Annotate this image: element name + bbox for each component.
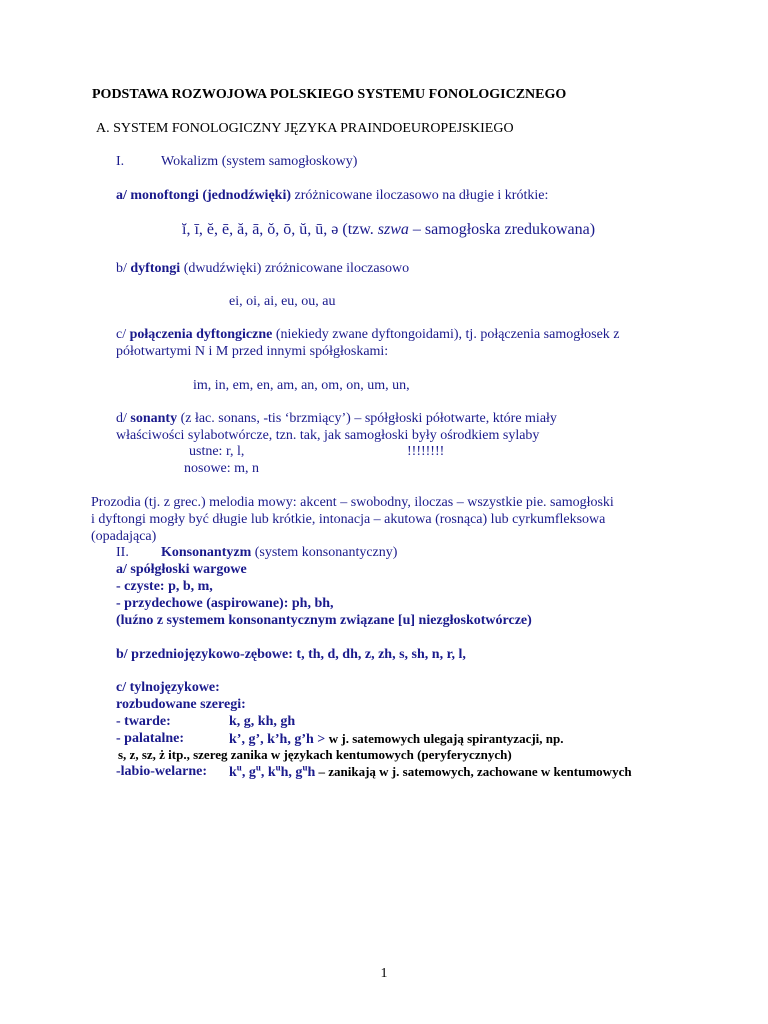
sonanty-desc: (z łac. sonans, -tis ‘brzmiący’) – spółgłoski półotwarte, które miały: [177, 411, 557, 426]
polaczenia-term: połączenia dyftongiczne: [129, 327, 273, 342]
sonanty-term: sonanty: [130, 411, 178, 426]
sonanty-desc-line2: właściwości sylabotwórcze, tzn. tak, jak samogłoski były ośrodkiem sylaby: [116, 428, 540, 443]
polaczenia-list: im, in, em, en, am, an, om, on, um, un,: [193, 378, 410, 393]
monoftongi-line: [116, 187, 548, 204]
dyftongi-prefix: b/: [116, 261, 131, 276]
palatalne-line: [116, 730, 564, 747]
vowel-list: ĭ, ī, ĕ, ē, ă, ā, ŏ, ō, ŭ, ū, ə (tzw.: [182, 221, 378, 238]
wargowe-przydechowe: - przydechowe (aspirowane): ph, bh,: [116, 596, 334, 611]
prozodia-line-3: (opadająca): [91, 529, 157, 544]
wokalizm-heading: [116, 153, 358, 170]
wargowe-heading: a/ spółgłoski wargowe: [116, 562, 247, 577]
prozodia-line-1: Prozodia (tj. z grec.) melodia mowy: akcent – swobodny, iloczas – wszystkie pie. samogłoski: [91, 495, 614, 510]
labio-welarne-label: -labio-welarne:: [116, 764, 207, 779]
dyftongi-list: ei, oi, ai, eu, ou, au: [229, 294, 336, 309]
section-a-heading: A. SYSTEM FONOLOGICZNY JĘZYKA PRAINDOEUROPEJSKIEGO: [96, 121, 514, 136]
monoftongi-vowel-list: [182, 221, 595, 238]
palatalne-rest: w j. satemowych ulegają spirantyzacji, np.: [328, 731, 564, 746]
sonanty-line: [116, 410, 557, 427]
page-number: 1: [380, 966, 388, 981]
sonanty-nosowe: nosowe: m, n: [184, 461, 260, 476]
twarde-label: - twarde:: [116, 714, 171, 729]
konsonantyzm-term: Konsonantyzm: [161, 545, 252, 560]
dyftongi-term: dyftongi: [130, 261, 181, 276]
wargowe-note: (luźno z systemem konsonantycznym związane [u] niezgłoskotwórcze): [116, 613, 532, 628]
tylnojezykowe-sub: rozbudowane szeregi:: [116, 697, 246, 712]
monoftongi-term: a/ monoftongi (jednodźwięki): [116, 188, 291, 203]
wargowe-czyste: - czyste: p, b, m,: [116, 579, 213, 594]
polaczenia-prefix: c/: [116, 327, 130, 342]
twarde-values: k, g, kh, gh: [229, 714, 296, 729]
sonanty-exclamation: !!!!!!!!: [407, 444, 445, 459]
palatalne-line-2: s, z, sz, ż itp., szereg zanika w językach kentumowych (peryferycznych): [118, 747, 512, 762]
konsonantyzm-number: II.: [116, 545, 129, 560]
prozodia-line-2: i dyftongi mogły być długie lub krótkie, intonacja – akutowa (rosnąca) lub cyrkumfleksowa: [91, 512, 606, 527]
tylnojezykowe-heading: c/ tylnojęzykowe:: [116, 680, 220, 695]
monoftongi-desc: zróżnicowane iloczasowo na długie i krótkie:: [291, 188, 549, 203]
konsonantyzm-label: [161, 544, 397, 561]
twarde-line: [116, 713, 296, 730]
sonanty-ustne: ustne: r, l,: [189, 444, 245, 459]
wokalizm-label: Wokalizm (system samogłoskowy): [161, 154, 358, 169]
konsonantyzm-heading: [116, 544, 398, 561]
polaczenia-line: [116, 326, 620, 343]
polaczenia-desc: (niekiedy zwane dyftongoidami), tj. połączenia samogłosek z: [272, 327, 620, 342]
labio-welarne-rest: – zanikają w j. satemowych, zachowane w kentumowych: [315, 764, 632, 779]
sonanty-prefix: d/: [116, 411, 131, 426]
vowel-list-end: – samogłoska zredukowana): [408, 221, 596, 238]
szwa-term: szwa: [377, 221, 409, 238]
labio-welarne-values: $k^u$, $g^u$, $k^uh$, $g^uh$: [229, 762, 316, 780]
palatalne-label: - palatalne:: [116, 731, 185, 746]
dyftongi-desc: (dwudźwięki) zróżnicowane iloczasowo: [180, 261, 410, 276]
konsonantyzm-desc: (system konsonantyczny): [251, 545, 398, 560]
dyftongi-line: [116, 260, 409, 277]
labio-welarne-content: [229, 763, 632, 781]
przedniojezykowe-line: b/ przedniojęzykowo-zębowe: t, th, d, dh, z, zh, s, sh, n, r, l,: [116, 647, 466, 662]
palatalne-values: k’, g’, k’h, g’h >: [229, 732, 329, 747]
document-title: PODSTAWA ROZWOJOWA POLSKIEGO SYSTEMU FONOLOGICZNEGO: [92, 87, 567, 102]
wokalizm-number: I.: [116, 154, 125, 169]
labio-welarne-line: [116, 762, 632, 780]
polaczenia-desc-line2: półotwartymi N i M przed innymi spółgłoskami:: [116, 344, 389, 359]
